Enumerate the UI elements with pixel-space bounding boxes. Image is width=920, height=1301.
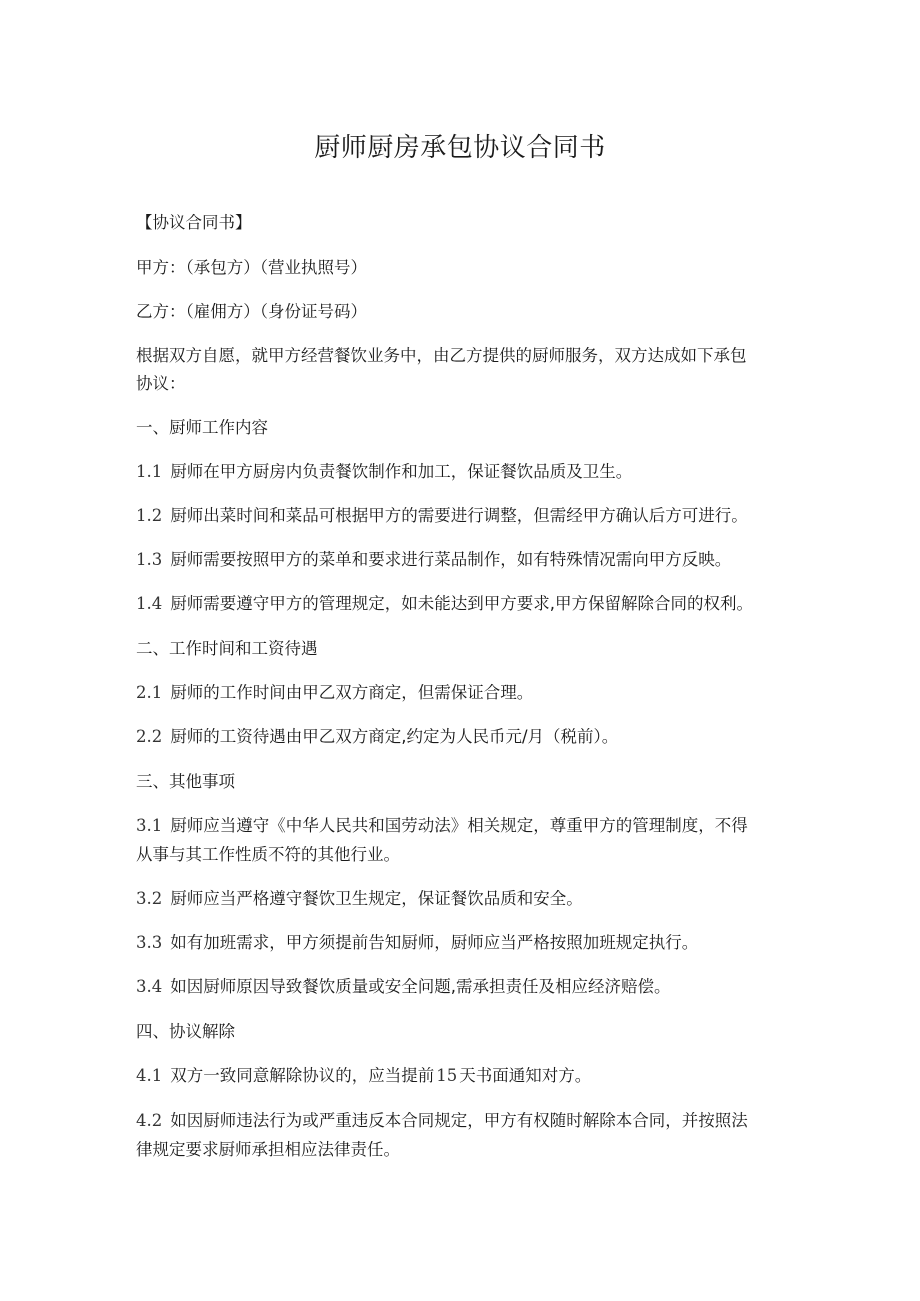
clause-1-4 xyxy=(136,589,786,619)
clause-text: 如因厨师违法行为或严重违反本合同规定，甲方有权随时解除本合同，并按照法 xyxy=(170,1111,748,1130)
clause-number: 2.2 xyxy=(136,727,163,746)
clause-text: 厨师出菜时间和菜品可根据甲方的需要进行调整，但需经甲方确认后方可进行。 xyxy=(170,506,748,525)
clause-text: 如有加班需求，甲方须提前告知厨师，厨师应当严格按照加班规定执行。 xyxy=(170,933,699,952)
clause-number: 1.1 xyxy=(136,462,163,481)
clause-text: 厨师在甲方厨房内负责餐饮制作和加工，保证餐饮品质及卫生。 xyxy=(170,462,633,481)
section-heading-1: 一、厨师工作内容 xyxy=(136,418,268,437)
clause-number: 1.2 xyxy=(136,506,163,525)
section-heading-3: 三、其他事项 xyxy=(136,772,235,791)
clause-1-1 xyxy=(136,457,786,487)
clause-3-2 xyxy=(136,884,786,914)
clause-number: 3.4 xyxy=(136,977,163,996)
document-title: 厨师厨房承包协议合同书 xyxy=(314,133,606,163)
intro-line-2: 协议： xyxy=(136,374,186,393)
clause-number: 2.1 xyxy=(136,683,163,702)
section-heading-4: 四、协议解除 xyxy=(136,1022,235,1041)
clause-2-2 xyxy=(136,722,786,752)
clause-3-3 xyxy=(136,928,786,958)
clause-text: 厨师需要遵守甲方的管理规定，如未能达到甲方要求,甲方保留解除合同的权利。 xyxy=(170,594,753,613)
party-b-line: 乙方：（雇佣方）（身份证号码） xyxy=(136,302,367,321)
notice-days: 15 xyxy=(436,1066,458,1085)
clause-text: 天书面通知对方。 xyxy=(459,1066,592,1085)
clause-1-3 xyxy=(136,545,786,575)
intro-line-1: 根据双方自愿，就甲方经营餐饮业务中，由乙方提供的厨师服务，双方达成如下承包 xyxy=(136,346,747,365)
clause-text: 双方一致同意解除协议的，应当提前 xyxy=(170,1066,435,1085)
clause-3-1-cont: 从事与其工作性质不符的其他行业。 xyxy=(136,845,400,864)
clause-text: 厨师应当遵守《中华人民共和国劳动法》相关规定，尊重甲方的管理制度，不得 xyxy=(170,816,748,835)
clause-number: 1.4 xyxy=(136,594,163,613)
clause-number: 4.2 xyxy=(136,1111,163,1130)
clause-number: 4.1 xyxy=(136,1066,163,1085)
clause-number: 3.2 xyxy=(136,889,163,908)
clause-number: 3.3 xyxy=(136,933,163,952)
clause-text: 如因厨师原因导致餐饮质量或安全问题,需承担责任及相应经济赔偿。 xyxy=(170,977,671,996)
clause-text: 厨师需要按照甲方的菜单和要求进行菜品制作，如有特殊情况需向甲方反映。 xyxy=(170,550,732,569)
clause-4-2 xyxy=(136,1106,786,1136)
clause-text: 厨师应当严格遵守餐饮卫生规定，保证餐饮品质和安全。 xyxy=(170,889,583,908)
clause-4-1 xyxy=(136,1061,786,1091)
clause-3-4 xyxy=(136,972,786,1002)
clause-text: 厨师的工作时间由甲乙双方商定，但需保证合理。 xyxy=(170,683,534,702)
clause-text: 厨师的工资待遇由甲乙双方商定,约定为人民币元/月（税前）。 xyxy=(170,727,619,746)
section-heading-2: 二、工作时间和工资待遇 xyxy=(136,639,318,658)
clause-2-1 xyxy=(136,678,786,708)
clause-3-1 xyxy=(136,811,786,841)
clause-number: 1.3 xyxy=(136,550,163,569)
clause-4-2-cont: 律规定要求厨师承担相应法律责任。 xyxy=(136,1140,400,1159)
party-a-line: 甲方：（承包方）（营业执照号） xyxy=(136,258,367,277)
clause-number: 3.1 xyxy=(136,816,163,835)
clause-1-2 xyxy=(136,501,786,531)
agreement-heading: 【协议合同书】 xyxy=(136,213,252,232)
